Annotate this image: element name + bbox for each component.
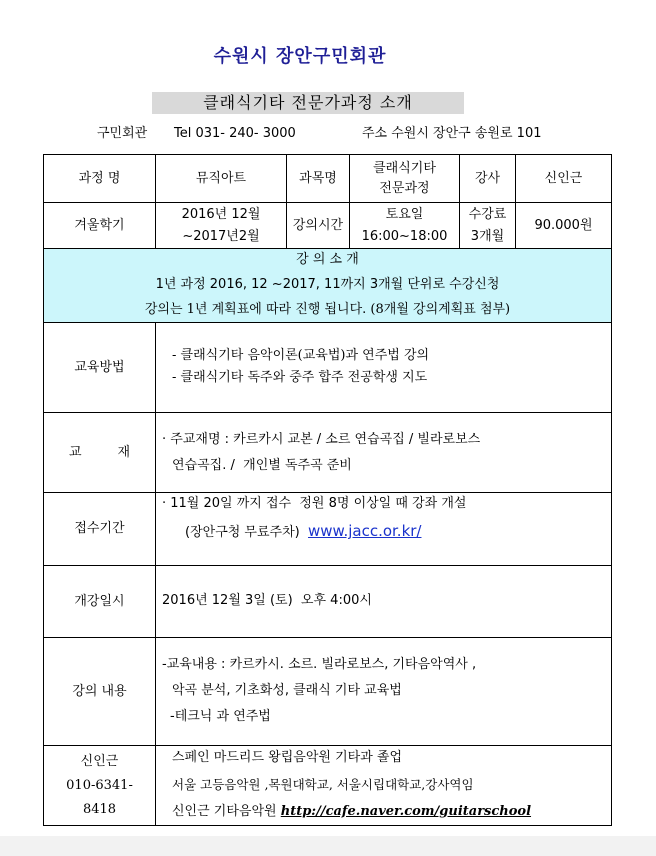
textbook-label-part: 교 <box>68 444 82 460</box>
subject-label: 과목명 <box>299 170 337 186</box>
parking-note: (장안구청 무료주차) <box>185 525 300 540</box>
subject-value-line: 클래식기타 <box>373 160 436 176</box>
instructor-phone: 010-6341- <box>66 778 133 793</box>
instructor-label: 강사 <box>474 170 501 186</box>
intro-heading: 강 의 소 개 <box>296 252 359 267</box>
course-name-value: 뮤직아트 <box>195 170 247 186</box>
instructor-bio-line <box>172 799 531 825</box>
instructor-contact <box>44 746 155 826</box>
instructor-phone: 8418 <box>82 802 117 817</box>
registration-label: 접수기간 <box>74 521 125 536</box>
address-text: 주소 수원시 장안구 송원로 101 <box>362 126 542 141</box>
registration-line: · 11월 20일 까지 접수 정원 8명 이상일 때 강좌 개설 <box>162 496 467 511</box>
content-label: 강의 내용 <box>72 683 127 699</box>
registration-note <box>185 518 421 546</box>
instructor-bio-line: 스페인 마드리드 왕립음악원 기타과 졸업 <box>172 750 403 765</box>
col-divider <box>155 322 156 826</box>
period-line: ~2017년2월 <box>182 228 260 244</box>
intro-line: 1년 과정 2016, 12 ~2017, 11까지 3개월 단위로 수강신청 <box>155 277 500 292</box>
lecture-time-value <box>350 203 459 248</box>
bottom-strip <box>0 836 656 856</box>
lecture-day: 토요일 <box>385 206 424 222</box>
opening-label: 개강일시 <box>74 593 125 609</box>
content-line: 악곡 분석, 기초화성, 클래식 기타 교육법 <box>172 683 402 698</box>
method-line: - 클래식기타 독주와 중주 합주 전공학생 지도 <box>172 370 428 385</box>
document-title: 클래식기타 전문가과정 소개 <box>152 92 464 114</box>
row-divider <box>43 248 612 249</box>
subject-value <box>350 155 459 202</box>
instructor-bio-line: 서울 고등음악원 ,목원대학교, 서울시립대학교,강사역임 <box>172 777 474 792</box>
subject-value-line: 전문과정 <box>379 180 430 196</box>
lecture-hours: 16:00~18:00 <box>361 228 448 244</box>
term-value: 겨울학기 <box>74 217 125 233</box>
instructor-name: 신인근 <box>80 754 119 769</box>
venue-text: 구민회관 <box>97 126 148 141</box>
textbook-label-part: 재 <box>117 444 131 460</box>
textbook-line: 연습곡집. / 개인별 독주곡 준비 <box>172 458 352 473</box>
fee-value: 90.000원 <box>534 217 593 233</box>
intro-line: 강의는 1년 계획표에 따라 진행 됩니다. (8개월 강의계획표 첨부) <box>144 302 511 317</box>
lecture-time-label: 강의시간 <box>292 217 344 233</box>
period-value <box>156 203 286 248</box>
course-name-label: 과정 명 <box>78 170 121 186</box>
org-title: 수원시 장안구민회관 <box>213 46 387 67</box>
method-label: 교육방법 <box>74 359 125 375</box>
textbook-label <box>44 413 155 492</box>
tel-text: Tel 031- 240- 3000 <box>174 126 296 141</box>
academy-name: 신인근 기타음악원 <box>172 804 277 819</box>
cafe-link[interactable]: http://cafe.naver.com/guitarschool <box>280 804 532 819</box>
content-line: -교육내용 : 카르카시. 소르. 빌라로보스, 기타음악역사 , <box>162 657 477 672</box>
opening-value: 2016년 12월 3일 (토) 오후 4:00시 <box>162 593 372 608</box>
content-line: -테크닉 과 연주법 <box>170 709 271 724</box>
textbook-line: · 주교재명 : 카르카시 교본 / 소르 연습곡집 / 빌라로보스 <box>162 432 481 447</box>
fee-label <box>460 203 515 248</box>
registration-link[interactable]: www.jacc.or.kr/ <box>308 522 422 540</box>
fee-label-line: 수강료 <box>468 206 507 222</box>
period-line: 2016년 12월 <box>181 206 261 222</box>
instructor-value: 신인근 <box>544 170 583 186</box>
method-line: - 클래식기타 음악이론(교육법)과 연주법 강의 <box>172 348 430 363</box>
fee-label-line: 3개월 <box>470 228 505 244</box>
